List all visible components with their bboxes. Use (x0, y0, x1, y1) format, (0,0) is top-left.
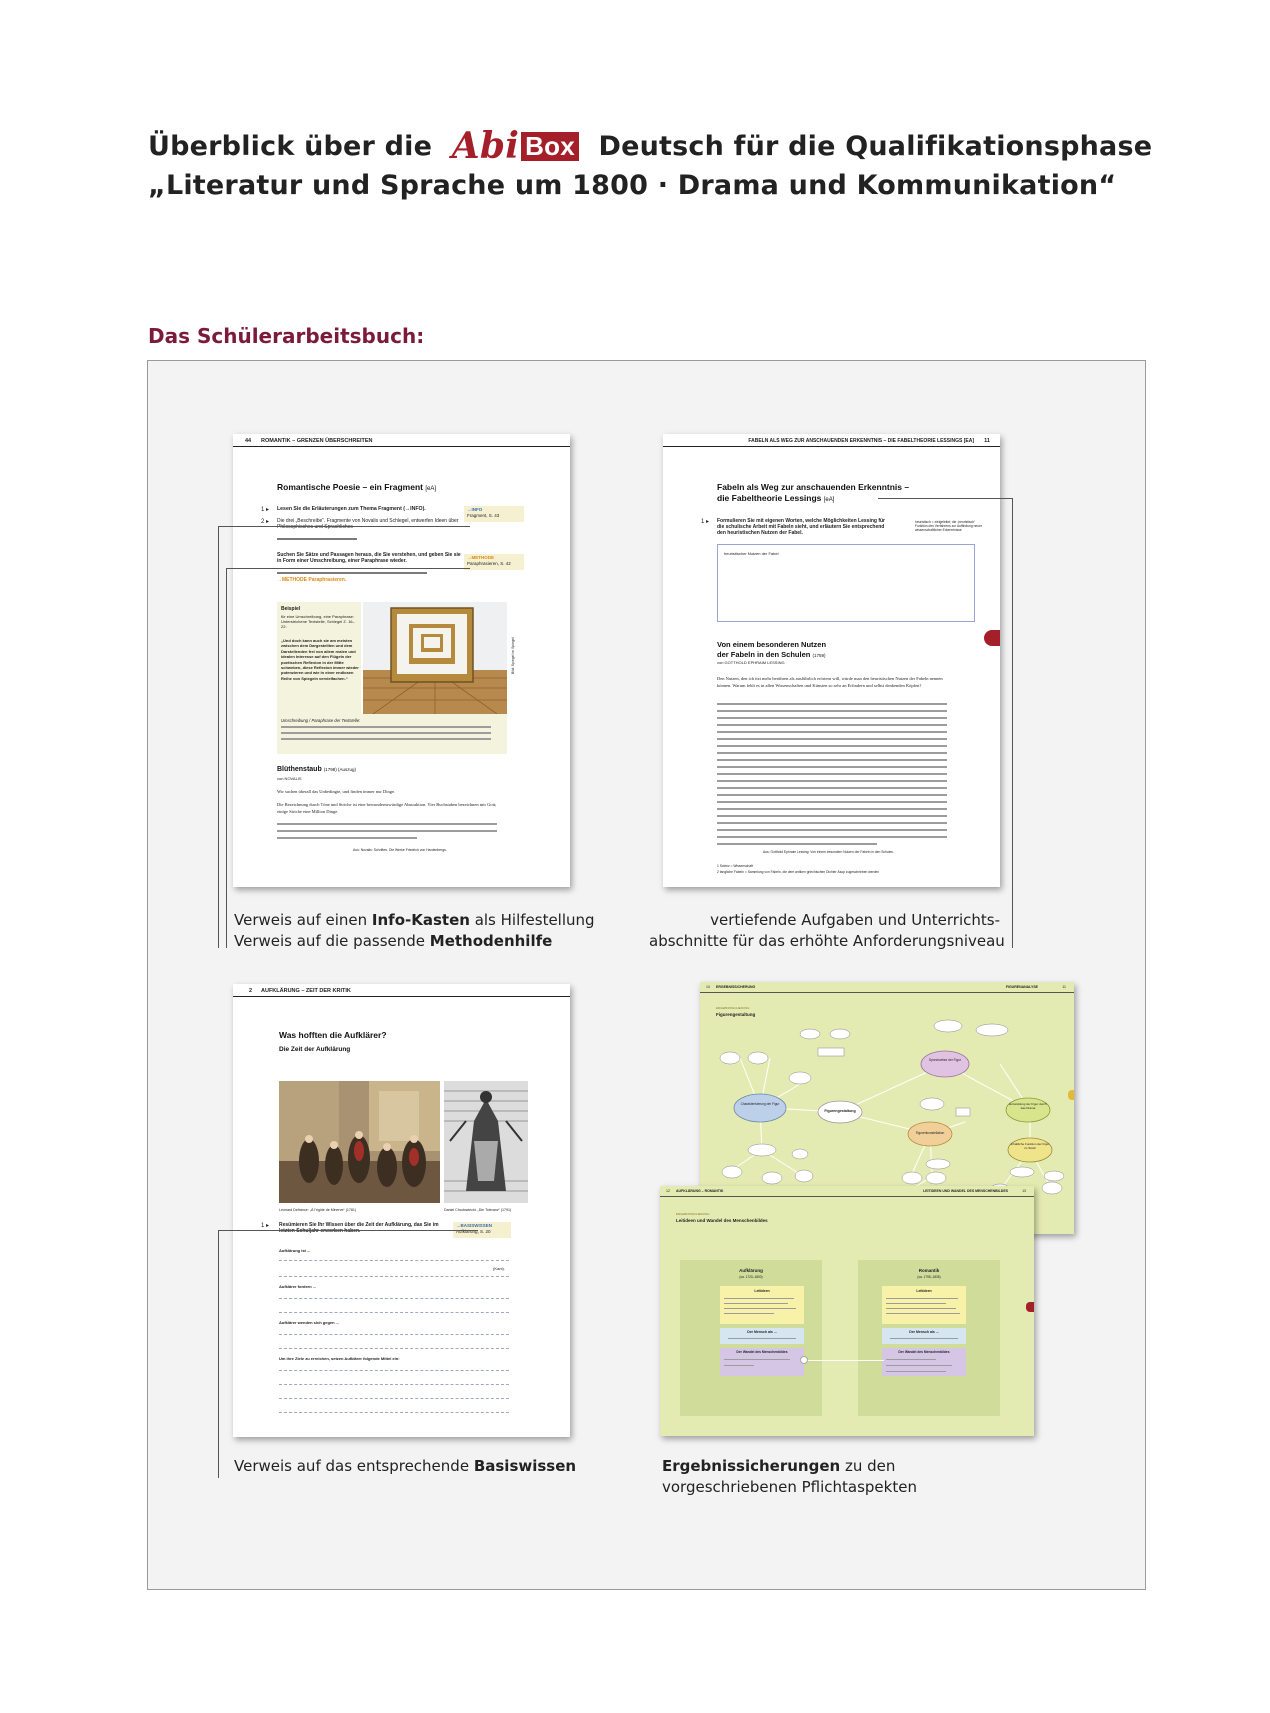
preview-page-aufklaerung: 2 AUFKLÄRUNG – ZEIT DER KRITIK Was hofften die Aufklärer? Die Zeit der Aufklärung Léonard Defrance: „À l’égide de Minerve“ (1781) Daniel Chodowiecki: „Die Toleranz“ (1791) 1 ▸ Resümieren Sie Ihr Wissen über die Zeit der Aufklärung, das Sie im letzten Schuljahr erworben haben. →BASISWISSEN Aufklärung, S. 20 Aufklärung ist ... (Kant). Aufklärer fordern ... Aufklärer wenden sich gegen ... Um ihre Ziele zu erreichen, setzen Aufklärer folgende Mittel ein: (233, 984, 570, 1437)
page-number: 11 (984, 438, 990, 444)
text2-body: Die Bezeichnung durch Töne und Striche ist eine bewundernswürdige Abstraktion. Vier Buchstaben bezeichnen mir Gott; einige Striche eine Million Dinge. (277, 802, 497, 814)
painting-defrance (279, 1081, 440, 1203)
preview-page-romantik: 44 ROMANTIK – GRENZEN ÜBERSCHREITEN Romantische Poesie – ein Fragment [eA] 1 ▸ Lesen Sie die Erläuterungen zum Thema Fragment (→INFO). 2 ▸ Die drei „Beschreibe“. Fragmente von Novalis und Schlegel, entwerfen Ideen über Philosophisches und Sprachliches Suchen Sie Sätze und Passagen heraus, die Sie verstehen, und geben Sie sie in Form einer Umschreibung, einer Paraphrase wieder. →METHODE Paraphrasieren. →INFO Fragment, S. 43 →METHODE Paraphrasieren, S. 42 Beispiel für eine Umschreibung, eine Paraphrase: Unterstrichene Textstelle, Schlegel Z. 16–22: „Und doch kann auch sie am meisten zwischen dem Dargestellten und dem Darstellenden frei von allem realen und idealen Interesse auf den Flügeln der poetischen Reflexion in der Mitte schweben, diese Reflexion immer wieder potenzieren und wie in einer endlosen Reihe von Spiegeln vervielfachen.“ Umschreibung / Paraphrase der Textstelle: Bild: Spiegel im Spiegel Blüthenstaub (1798) (Auszug) von NOVALIS Wir suchen überall das Unbedingte, und finden immer nur Dinge. Die Bezeichnung durch Töne und Striche ist eine bewundernswürdige Abstraktion. Vier Buchstaben bezeichnen mir Gott; einige Striche eine Million Dinge. Aus: Novalis: Schriften. Die Werke Friedrich von Hardenbergs. (233, 434, 570, 887)
text2-line1: Wir suchen überall das Unbedingte, und finden immer nur Dinge. (277, 789, 396, 794)
footnote-2: 2 fangliche Fabeln = Sammlung von Fabeln, die dem antiken griechischen Dichter Äsop zugeschrieben werden (717, 870, 880, 874)
caption-defrance: Léonard Defrance: „À l’égide de Minerve“ (1781) (279, 1208, 357, 1212)
side-note: heuristisch = zielgeleitet; die „heuristisch“ Funktion des Verfahrens zur Auffindung neuer wissenschaftlicher Erkenntnisse (915, 520, 983, 533)
running-header: ROMANTIK – GRENZEN ÜBERSCHREITEN (261, 438, 373, 444)
title-suffix: Deutsch für die Qualifikationsphase (598, 131, 1153, 162)
method-box-paraphrase: →METHODE Paraphrasieren, S. 42 (464, 554, 524, 570)
field-wenden: Aufklärer wenden sich gegen ... (279, 1320, 340, 1325)
field-kant: (Kant). (493, 1266, 506, 1271)
mirror-image (363, 602, 507, 714)
text2-author: von NOVALIS (277, 776, 302, 781)
column-romantik: Romantik (ca. 1795–1835) Leitideen Der Mensch als ... Der Wandel des Menschenbildes (858, 1260, 1000, 1416)
field-fordern: Aufklärer fordern ... (279, 1284, 317, 1289)
ea-marker-tab (1026, 1302, 1034, 1312)
preview-page-fabeln: FABELN ALS WEG ZUR ANSCHAUENDEN ERKENNTNIS – DIE FABELTHEORIE LESSINGS [EA] 11 Fabeln als Weg zur anschauenden Erkenntnis – die Fabeltheorie Lessings [eA] 1 ▸ Formulieren Sie mit eigenen Worten, welche Möglichkeiten Lessing für die schulische Arbeit mit Fabeln sieht, und erläutern Sie entsprechend den heuristischen Nutzen der Fabel. heuristisch = zielgeleitet; die „heuristisch“ Funktion des Verfahrens zur Auffindung neuer wissenschaftlicher Erkenntnisse heuristischer Nutzen der Fabel Von einem besonderen Nutzen der Fabeln in den Schulen (1759) von GOTTHOLD EPHRAIM LESSING Den Nutzen, den ich itzt mehr berühren als ausführlich erörtern will, würde man den heuristischen Nutzen der Fabeln nennen können. Warum fehlt es in allen Wissenschaften und Künsten so sehr an Erfindern und selbst denkenden Köpfen? Aus: Gotthold Ephraim Lessing: Von einem besondern Nutzen der Fabeln in den Schulen. 1 Scienz = Wissenschaft 2 fangliche Fabeln = Sammlung von Fabeln, die dem antiken griechischen Dichter Äsop zugeschrieben werden (663, 434, 1000, 887)
page-heading: Romantische Poesie – ein Fragment [eA] (277, 482, 437, 492)
text2-source: Aus: Novalis: Schriften. Die Werke Friedrich von Hardenbergs. (353, 848, 447, 852)
node-konstellation: Figurenkonstellation (915, 1131, 945, 1135)
running-header: AUFKLÄRUNG – ZEIT DER KRITIK (261, 988, 351, 994)
connector-method (226, 568, 470, 569)
page-number: 2 (249, 988, 253, 994)
paraphrase-box: Umschreibung / Paraphrase der Textstelle: (277, 714, 507, 754)
section-title: Das Schülerarbeitsbuch: (148, 324, 425, 348)
task-2: Die drei „Beschreibe“. Fragmente von Novalis und Schlegel, entwerfen Ideen über Philosophisches und Sprachliches (277, 518, 459, 530)
caption-ea: vertiefende Aufgaben und Unterrichts- abschnitte für das erhöhte Anforderungsniveau (649, 911, 1005, 950)
task-1: Resümieren Sie Ihr Wissen über die Zeit der Aufklärung, das Sie im letzten Schuljahr erworben haben. (279, 1222, 439, 1235)
example-box: Beispiel für eine Umschreibung, eine Paraphrase: Unterstrichene Textstelle, Schlegel Z. 16–22: „Und doch kann auch sie am meisten zwischen dem Dargestellten und dem Darstellenden frei von allem realen und idealen Interesse auf den Flügeln der poetischen Reflexion in der Mitte schweben, diese Reflexion immer wieder potenzieren und wie in einer endlosen Reihe von Spiegeln vervielfachen.“ (277, 602, 361, 714)
ea-marker-tab (984, 630, 1000, 646)
caption-ergebnissicherung: Ergebnissicherungen zu den vorgeschriebenen Pflichtaspekten (662, 1457, 917, 1496)
node-charakterisierung: Charakterisierung der Figur (740, 1102, 780, 1106)
abibox-logo (451, 125, 579, 167)
title-prefix: Überblick über die (148, 131, 433, 162)
caption-basiswissen: Verweis auf das entsprechende Basiswissen (234, 1457, 577, 1475)
node-entwicklung: Entwicklung der Figur durch das Drama (1009, 1102, 1047, 1110)
basiswissen-box: →BASISWISSEN Aufklärung, S. 20 (453, 1222, 511, 1238)
page-heading: Was hofften die Aufklärer? (279, 1030, 387, 1040)
info-box-fragment: →INFO Fragment, S. 43 (464, 506, 524, 522)
caption-chodowiecki: Daniel Chodowiecki: „Die Toleranz“ (1791) (444, 1208, 512, 1212)
abi-logo-box: Box (521, 132, 579, 161)
node-sprechweise: Sprechweise der Figur (929, 1058, 961, 1062)
column-aufklaerung: Aufklärung (ca. 1720–1800) Leitideen Der Mensch als ... Der Wandel des Menschenbildes (680, 1260, 822, 1416)
task-1: Formulieren Sie mit eigenen Worten, welche Möglichkeiten Lessing für die schulische Arbeit mit Fabeln sieht, und erläutern Sie entsprechend den heuristischen Nutzen der Fabel. (717, 518, 885, 537)
text-body: Den Nutzen, den ich itzt mehr berühren als ausführlich erörtern will, würde man den heuristischen Nutzen der Fabeln nennen können. Warum fehlt es in allen Wissenschaften und Künsten so sehr an Erfindern und selbst denkenden Köpfen? (717, 676, 943, 688)
text-title-line1: Von einem besonderen Nutzen (717, 640, 827, 649)
page-heading-line2: die Fabeltheorie Lessings [eA] (717, 493, 835, 503)
method-reference: →METHODE Paraphrasieren. (277, 577, 347, 583)
connector-ea (878, 498, 1012, 499)
page-heading-line1: Fabeln als Weg zur anschauenden Erkenntnis – (717, 482, 910, 492)
text-source: Aus: Gotthold Ephraim Lessing: Von einem besondern Nutzen der Fabeln in den Schulen. (763, 850, 895, 854)
preview-page-figurengestaltung: 10 ERGEBNISSICHERUNG FIGURENANALYSE 11 ERGEBNISSICHERUNG Figurengestaltung Charakterisierung der Figur Figurengestaltung Sprechweise der Figur Figurenkonstellation Entwicklung der Figur durch das Drama Inhaltliche Funktion der Figur im Stück (700, 982, 1074, 1234)
connector-info (218, 526, 470, 527)
task-1: Lesen Sie die Erläuterungen zum Thema Fragment (→INFO). (277, 506, 426, 512)
answer-box[interactable]: heuristischer Nutzen der Fabel (717, 544, 975, 622)
page-subheading: Die Zeit der Aufklärung (279, 1046, 351, 1053)
field-mittel: Um ihre Ziele zu erreichen, setzen Aufklärer folgende Mittel ein: (279, 1356, 400, 1361)
caption-info-method: Verweis auf einen Info-Kasten als Hilfestellung Verweis auf die passende Methodenhilfe (234, 911, 595, 950)
node-center: Figurengestaltung (824, 1109, 856, 1113)
page-title-line2: „Literatur und Sprache um 1800 · Drama und Kommunikation“ (148, 170, 1117, 201)
page-number: 44 (245, 438, 252, 444)
abi-logo-script: Abi (451, 125, 520, 167)
engraving-chodowiecki (444, 1081, 528, 1203)
preview-page-leitideen: 12 AUFKLÄRUNG – ROMANTIK LEITIDEEN UND WANDEL DES MENSCHENBILDES 13 ERGEBNISSICHERUNG Leitideen und Wandel des Menschenbildes Aufklärung (ca. 1720–1800) Leitideen Der Mensch als ... Der Wandel des Menschenbildes Romantik (ca. 1795–1835) Leitideen Der Mensch als ... Der Wandel des Menschenbildes (660, 1186, 1034, 1436)
task-3: Suchen Sie Sätze und Passagen heraus, die Sie verstehen, und geben Sie sie in Form einer Umschreibung, einer Paraphrase wieder. (277, 552, 461, 564)
page-title-line1 (148, 125, 1153, 167)
connector-basiswissen (218, 1230, 478, 1231)
image-credit: Bild: Spiegel im Spiegel (511, 637, 515, 674)
text-author: von GOTTHOLD EPHRAIM LESSING (717, 660, 785, 665)
running-header: FABELN ALS WEG ZUR ANSCHAUENDEN ERKENNTNIS – DIE FABELTHEORIE LESSINGS [EA] (748, 438, 974, 444)
field-aufklaerung: Aufklärung ist ... (279, 1248, 311, 1253)
node-funktion: Inhaltliche Funktion der Figur im Stück (1010, 1142, 1050, 1150)
footnote-1: 1 Scienz = Wissenschaft (717, 864, 754, 868)
ea-marker-tab (1068, 1090, 1074, 1100)
text-title-line2: der Fabeln in den Schulen (1759) (717, 650, 826, 659)
text2-title: Blüthenstaub (1798) (Auszug) (277, 766, 356, 773)
